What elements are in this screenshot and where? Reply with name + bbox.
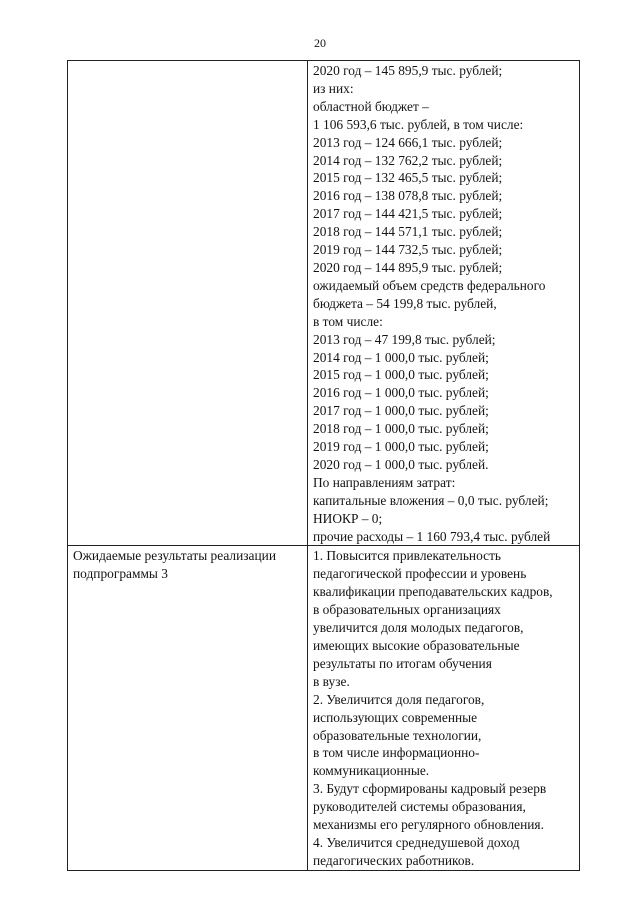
text-line: Ожидаемые результаты реализации [73, 548, 276, 564]
text-line: результаты по итогам обучения [313, 655, 492, 671]
text-line: имеющих высокие образовательные [313, 638, 520, 653]
text-line: 2015 год – 1 000,0 тыс. рублей; [313, 367, 489, 383]
text-line: НИОКР – 0; [313, 510, 383, 526]
text-line: 3. Будут сформированы кадровый резерв [313, 781, 547, 797]
text-line: 2018 год – 144 571,1 тыс. рублей; [313, 224, 503, 240]
text-line: 2019 год – 1 000,0 тыс. рублей; [313, 439, 489, 455]
text-line: 2018 год – 1 000,0 тыс. рублей; [313, 421, 489, 437]
text-line: 2016 год – 1 000,0 тыс. рублей; [313, 385, 489, 401]
text-line: По направлениям затрат: [313, 474, 456, 490]
text-line: из них: [313, 80, 354, 96]
text-line: подпрограммы 3 [73, 566, 168, 582]
row-label-cell [68, 546, 308, 870]
text-line: 2013 год – 124 666,1 тыс. рублей; [313, 134, 503, 150]
text-line: использующих современные [313, 709, 478, 725]
text-line: 2017 год – 1 000,0 тыс. рублей; [313, 403, 489, 419]
text-line: в том числе информационно- [313, 745, 480, 761]
text-line: 2016 год – 138 078,8 тыс. рублей; [313, 188, 503, 204]
text-line: капитальные вложения – 0,0 тыс. рублей; [313, 492, 549, 508]
text-line: квалификации преподавательских кадров, [313, 584, 553, 600]
table-row [68, 61, 580, 546]
text-line: 1. Повысится привлекательность [313, 548, 502, 564]
text-line: 2020 год – 145 895,9 тыс. рублей; [313, 63, 503, 78]
text-line: руководителей системы образования, [313, 799, 526, 815]
text-line: 2. Увеличится доля педагогов, [313, 691, 485, 707]
row-label-cell [68, 61, 308, 546]
text-line: педагогических работников. [313, 852, 475, 868]
text-line: 2020 год – 1 000,0 тыс. рублей. [313, 456, 489, 472]
text-line: бюджета – 54 199,8 тыс. рублей, [313, 295, 497, 311]
text-line: 2017 год – 144 421,5 тыс. рублей; [313, 206, 503, 222]
text-line: областной бюджет – [313, 98, 429, 114]
row-content-cell [308, 61, 580, 546]
text-line: 2014 год – 132 762,2 тыс. рублей; [313, 152, 503, 168]
text-line: 2019 год – 144 732,5 тыс. рублей; [313, 242, 503, 258]
text-line: 2013 год – 47 199,8 тыс. рублей; [313, 331, 496, 347]
row-content-cell [308, 546, 580, 870]
text-line: 2014 год – 1 000,0 тыс. рублей; [313, 349, 489, 365]
text-line: увеличится доля молодых педагогов, [313, 620, 524, 636]
text-line: в образовательных организациях [313, 602, 501, 618]
document-table [67, 60, 580, 871]
text-line: в вузе. [313, 673, 350, 689]
text-line: прочие расходы – 1 160 793,4 тыс. рублей [313, 528, 551, 544]
table-row [68, 546, 580, 870]
text-line: образовательные технологии, [313, 727, 482, 743]
page-number: 20 [314, 36, 326, 50]
text-line: 4. Увеличится среднедушевой доход [313, 834, 520, 850]
text-line: 2020 год – 144 895,9 тыс. рублей; [313, 259, 503, 275]
text-line: 2015 год – 132 465,5 тыс. рублей; [313, 170, 503, 186]
text-line: ожидаемый объем средств федерального [313, 277, 546, 293]
text-line: механизмы его регулярного обновления. [313, 817, 544, 833]
text-line: в том числе: [313, 313, 383, 329]
text-line: педагогической профессии и уровень [313, 566, 527, 582]
text-line: коммуникационные. [313, 763, 430, 779]
text-line: 1 106 593,6 тыс. рублей, в том числе: [313, 116, 524, 132]
